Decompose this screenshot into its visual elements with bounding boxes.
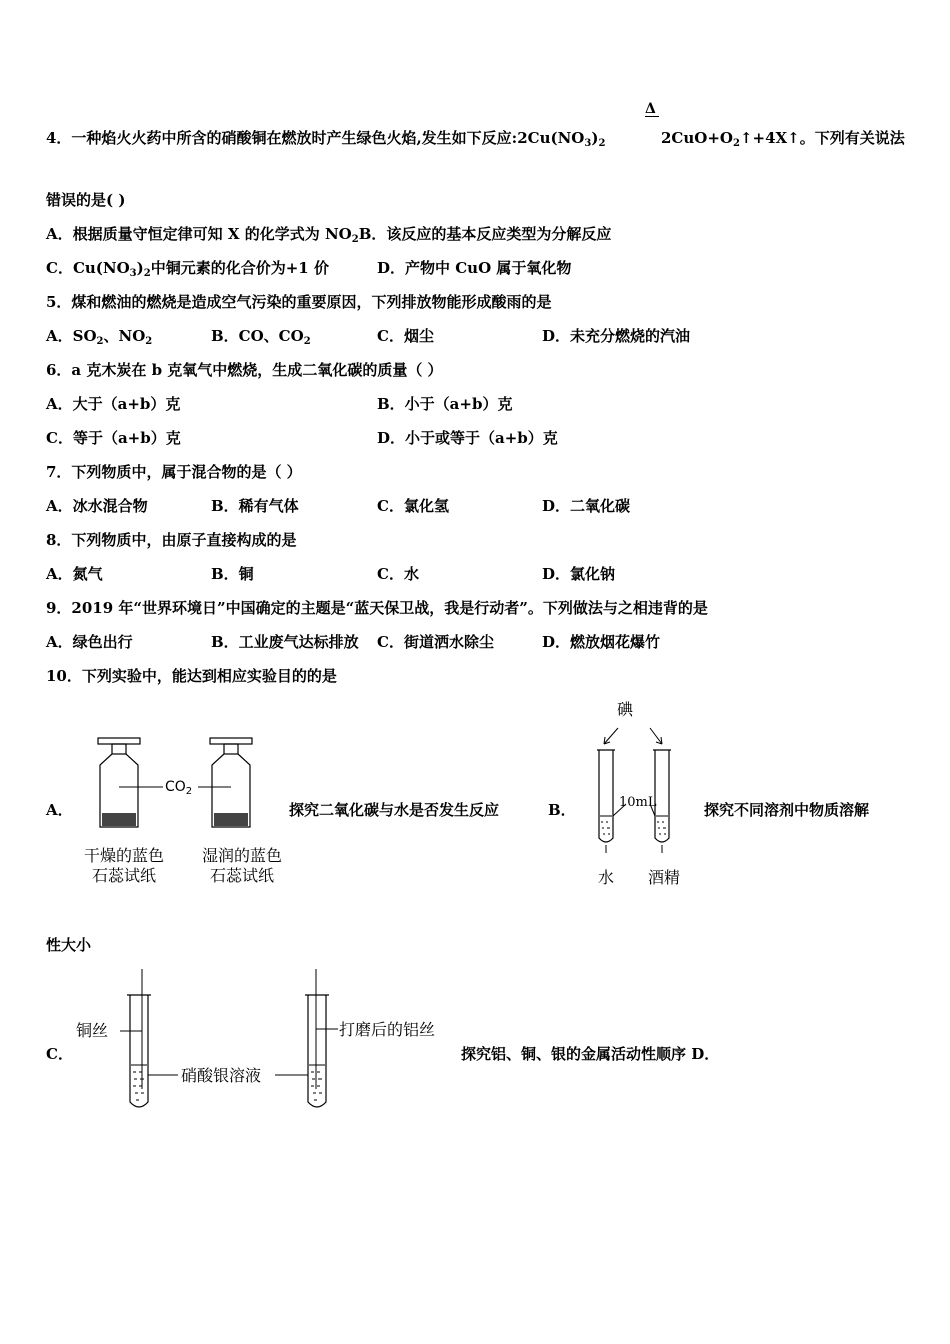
q5-stem: 5．煤和燃油的燃烧是造成空气污染的重要原因，下列排放物能形成酸雨的是 xyxy=(46,293,552,311)
co2-label: $CO_2$ xyxy=(165,779,193,797)
q8-option-c[interactable]: C．水 xyxy=(377,565,419,583)
q10-option-b-label[interactable]: B． xyxy=(548,801,576,819)
q6-option-d[interactable]: D．小于或等于（a+b）克 xyxy=(377,429,558,447)
q6-option-b[interactable]: B．小于（a+b）克 xyxy=(377,395,513,413)
right-tube xyxy=(308,995,326,1107)
q9-stem: 9．2019 年“世界环境日”中国确定的主题是“蓝天保卫战，我是行动者”。下列做法与之相违背的是 xyxy=(46,599,708,617)
water-label: 水 xyxy=(598,868,615,887)
q4-option-b[interactable]: B．该反应的基本反应类型为分解反应 xyxy=(358,225,612,243)
q5-option-a[interactable]: A．$SO_2$、$NO_2$ xyxy=(46,327,153,347)
q10-option-b-desc: 探究不同溶剂中物质溶解 xyxy=(704,801,870,819)
water-tube xyxy=(599,750,613,842)
silver-nitrate-label: 硝酸银溶液 xyxy=(181,1066,262,1085)
q4-option-d[interactable]: D．产物中 CuO 属于氧化物 xyxy=(377,259,572,277)
q4-stem-cont: 错误的是( ) xyxy=(46,191,126,209)
q8-option-a[interactable]: A．氮气 xyxy=(46,565,103,583)
arrow-left xyxy=(604,728,618,744)
q9-option-a[interactable]: A．绿色出行 xyxy=(46,633,133,651)
volume-label: 10mL xyxy=(619,795,657,810)
q10-option-b-desc-cont: 性大小 xyxy=(46,936,92,954)
q8-option-b[interactable]: B．铜 xyxy=(211,565,254,583)
heat-condition-delta: Δ xyxy=(645,101,659,117)
q8-option-d[interactable]: D．氯化钠 xyxy=(542,565,616,583)
q7-option-d[interactable]: D．二氧化碳 xyxy=(542,497,631,515)
q5-option-c[interactable]: C．烟尘 xyxy=(377,327,434,345)
q6-stem: 6．a 克木炭在 b 克氧气中燃烧，生成二氧化碳的质量（ ） xyxy=(46,361,443,379)
q7-option-a[interactable]: A．冰水混合物 xyxy=(46,497,148,515)
q7-option-b[interactable]: B．稀有气体 xyxy=(211,497,299,515)
q10-option-a-desc: 探究二氧化碳与水是否发生反应 xyxy=(289,801,500,819)
q10-option-c-label[interactable]: C． xyxy=(46,1045,73,1063)
q4-option-c[interactable]: C．$Cu(NO_3)_2$中铜元素的化合价为+1 价 xyxy=(46,259,329,279)
metal-wire-tubes-diagram xyxy=(120,965,340,1115)
q10-option-c-desc: 探究铝、铜、银的金属活动性顺序 D． xyxy=(461,1045,720,1063)
alcohol-label: 酒精 xyxy=(648,868,681,887)
q10-option-a-label[interactable]: A． xyxy=(46,801,73,819)
dry-paper-label: 干燥的蓝色 石蕊试纸 xyxy=(83,846,164,885)
q6-option-a[interactable]: A．大于（a+b）克 xyxy=(46,395,181,413)
left-tube xyxy=(130,995,148,1107)
wet-paper-label: 湿润的蓝色 石蕊试纸 xyxy=(201,846,282,885)
q9-option-d[interactable]: D．燃放烟花爆竹 xyxy=(542,633,661,651)
q5-option-d[interactable]: D．未充分燃烧的汽油 xyxy=(542,327,691,345)
q7-option-c[interactable]: C．氯化氢 xyxy=(377,497,449,515)
left-bottle-paper xyxy=(102,813,136,826)
q9-option-b[interactable]: B．工业废气达标排放 xyxy=(211,633,359,651)
q4-option-a[interactable]: A．根据质量守恒定律可知 X 的化学式为 $NO_2B$．该反应的基本反应类型为分解反应 xyxy=(46,225,612,245)
arrow-right xyxy=(650,728,662,744)
q10-option-d-label[interactable]: D． xyxy=(691,1045,720,1063)
iodine-label: 碘 xyxy=(617,700,634,719)
aluminium-wire-label: 打磨后的铝丝 xyxy=(339,1020,436,1039)
right-bottle-paper xyxy=(214,813,248,826)
q9-option-c[interactable]: C．街道洒水除尘 xyxy=(377,633,494,651)
q8-stem: 8．下列物质中，由原子直接构成的是 xyxy=(46,531,297,549)
q5-option-b[interactable]: B．CO、$CO_2$ xyxy=(211,327,311,347)
alcohol-tube xyxy=(655,750,669,842)
q6-option-c[interactable]: C．等于（a+b）克 xyxy=(46,429,181,447)
copper-wire-label: 铜丝 xyxy=(76,1021,109,1040)
q4-stem-products: $2CuO+O_2↑+4X↑$。下列有关说法 xyxy=(661,129,905,149)
q10-stem: 10．下列实验中，能达到相应实验目的的是 xyxy=(46,667,337,685)
q4-stem: 4．一种焰火火药中所含的硝酸铜在燃放时产生绿色火焰,发生如下反应$:2Cu(NO_3)_2$ xyxy=(46,129,606,149)
q7-stem: 7．下列物质中，属于混合物的是（ ） xyxy=(46,463,302,481)
iodine-tubes-diagram xyxy=(590,720,680,860)
